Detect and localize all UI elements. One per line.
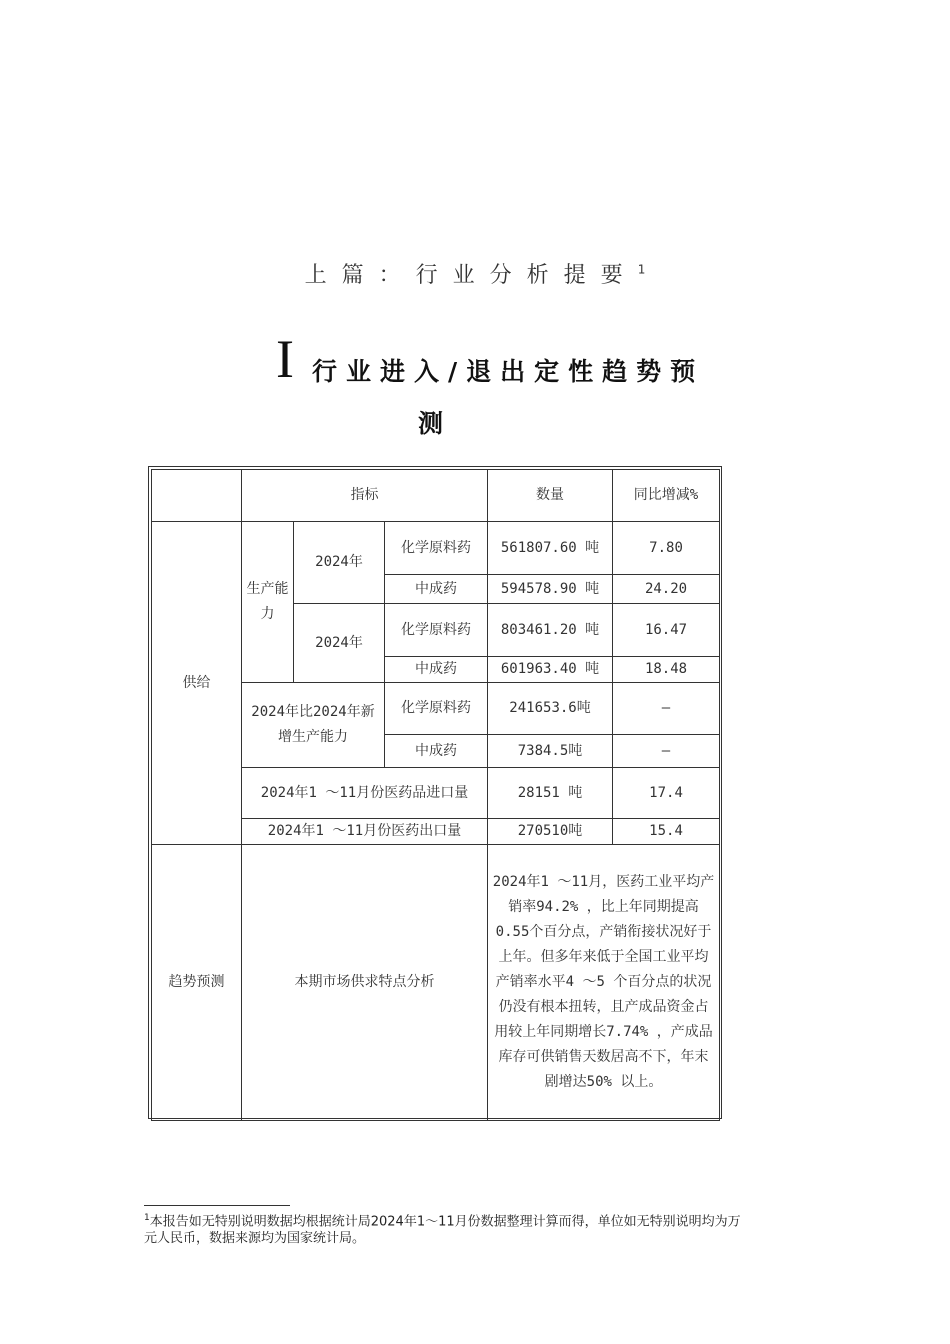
part-title [0,258,950,289]
item-quantity: 7384.5吨 [488,735,613,768]
footnote [144,1210,744,1247]
trend-row [152,845,720,1121]
export-quantity: 270510吨 [488,819,613,845]
import-quantity: 28151 吨 [488,768,613,819]
chapter-title-line2: 测 [418,409,444,438]
supply-table [151,469,720,1121]
header-quantity: 数量 [488,470,613,522]
header-blank [152,470,242,522]
table-row [152,522,720,575]
item-yoy: 7.80 [613,522,720,575]
item-quantity: 803461.20 吨 [488,604,613,657]
export-yoy: 15.4 [613,819,720,845]
new-capacity-label: 2024年比2024年新增生产能力 [242,683,385,768]
export-label: 2024年1 ～11月份医药出口量 [242,819,488,845]
trend-label: 趋势预测 [152,845,242,1121]
footnote-divider [144,1205,290,1206]
item-name: 化学原料药 [385,683,488,735]
footnote-text: 本报告如无特别说明数据均根据统计局2024年1～11月份数据整理计算而得，单位如无特别说明均为万元人民币，数据来源均为国家统计局。 [144,1214,741,1247]
year-cell: 2024年 [294,522,385,604]
footnote-mark: 1 [144,1213,150,1223]
item-name: 化学原料药 [385,522,488,575]
import-label: 2024年1 ～11月份医药品进口量 [242,768,488,819]
item-quantity: 241653.6吨 [488,683,613,735]
header-indicator: 指标 [242,470,488,522]
year-cell: 2024年 [294,604,385,683]
item-name: 中成药 [385,575,488,604]
item-quantity: 594578.90 吨 [488,575,613,604]
part-title-text: 上篇：行业分析提要 [304,263,638,288]
supply-label: 供给 [152,522,242,845]
item-quantity: 601963.40 吨 [488,657,613,683]
chapter-number: I [276,329,294,389]
capacity-label: 生产能力 [242,522,294,683]
item-yoy: 18.48 [613,657,720,683]
chapter-title-line1: 行业进入/退出定性趋势预 [312,357,705,386]
item-yoy: — [613,683,720,735]
item-quantity: 561807.60 吨 [488,522,613,575]
supply-table-frame [148,466,722,1119]
footnote-ref-mark[interactable]: 1 [637,262,646,277]
table-header-row [152,470,720,522]
trend-analysis-label: 本期市场供求特点分析 [242,845,488,1121]
trend-analysis-text: 2024年1 ～11月，医药工业平均产销率94.2% ，比上年同期提高0.55个百分点，产销衔接状况好于上年。但多年来低于全国工业平均产销率水平4 ～5 个百分点的状况仍没有根本扭转，且产成品资金占用较上年同期增长7.74% ，产成品库存可供销售天数居高不下，年末剧增达50% 以上。 [488,845,720,1121]
item-yoy: 24.20 [613,575,720,604]
item-yoy: — [613,735,720,768]
item-name: 化学原料药 [385,604,488,657]
item-name: 中成药 [385,657,488,683]
header-yoy: 同比增减% [613,470,720,522]
item-name: 中成药 [385,735,488,768]
import-yoy: 17.4 [613,768,720,819]
item-yoy: 16.47 [613,604,720,657]
